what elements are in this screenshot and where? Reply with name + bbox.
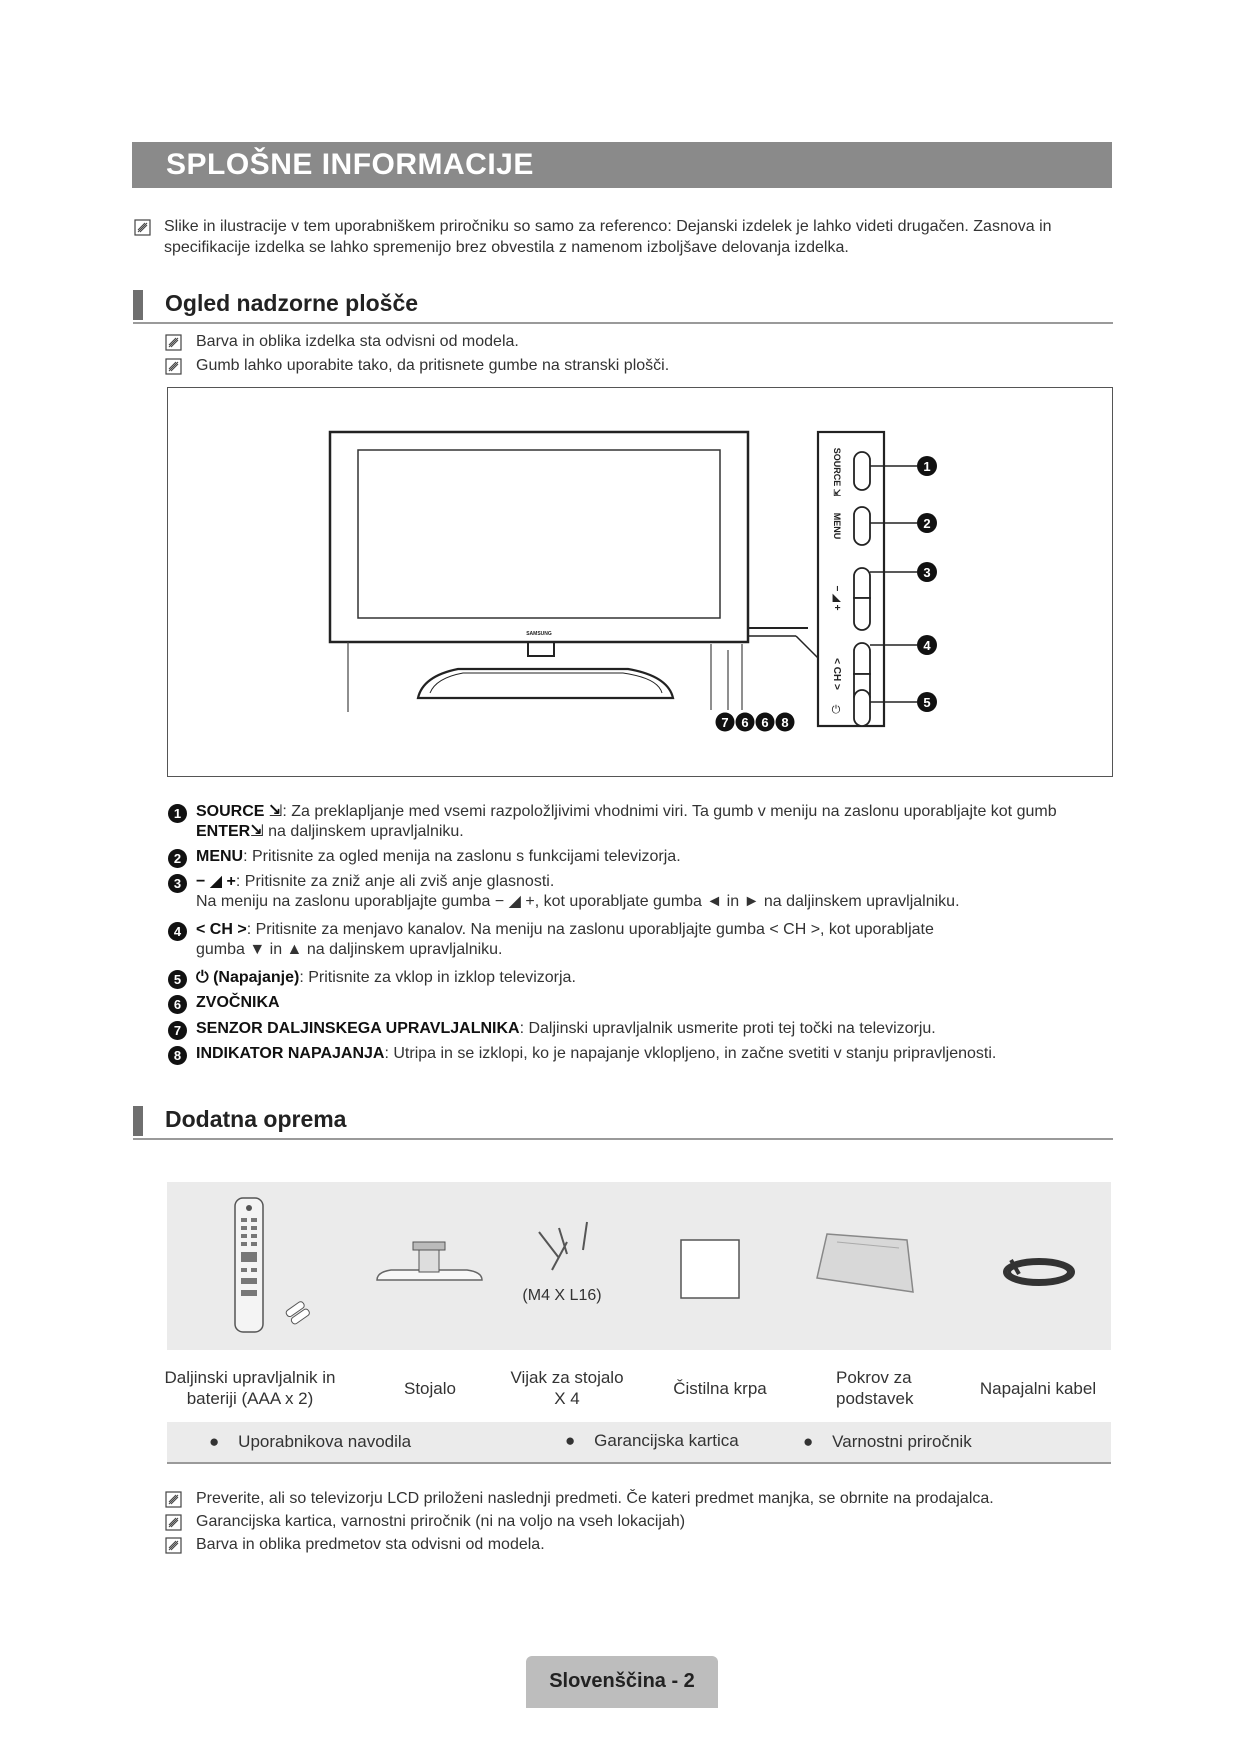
- item-source: [196, 802, 1116, 842]
- svg-text:8: 8: [781, 715, 789, 730]
- note-icon: [134, 219, 151, 236]
- tv-brand: SAMSUNG: [526, 631, 552, 637]
- side-label-menu: MENU: [832, 512, 842, 540]
- item-label: ⏻ (Napajanje): [196, 969, 300, 986]
- callout-8: [776, 713, 795, 732]
- item-text: : Pritisnite za vklop in izklop televizorja.: [299, 969, 576, 986]
- svg-text:2: 2: [923, 516, 931, 531]
- document-item: ● Garancijska kartica: [565, 1431, 739, 1450]
- screws-illustration: [539, 1222, 587, 1270]
- item-number-4: 4: [168, 922, 187, 941]
- section-bar: [133, 290, 143, 320]
- accessories-note-3: Barva in oblika predmetov sta odvisni od modela.: [196, 1536, 545, 1553]
- control-panel-note-1: Barva in oblika izdelka sta odvisni od modela.: [196, 333, 519, 350]
- section-heading-control-panel: [133, 284, 1113, 324]
- item-text: : Pritisnite za zniž anje ali zviš anje glasnosti.: [235, 873, 555, 890]
- accessories-note-2: Garancijska kartica, varnostni priročnik (ni na voljo na vseh lokacijah): [196, 1513, 686, 1530]
- section-title: Ogled nadzorne plošče: [165, 290, 419, 316]
- item-text: : Pritisnite za ogled menija na zaslonu s funkcijami televizorja.: [243, 848, 681, 865]
- page-number: Slovenščina - 2: [549, 1670, 695, 1692]
- document-item: ● Uporabnikova navodila: [209, 1432, 412, 1451]
- note-icon: [165, 1514, 182, 1531]
- accessory-label-cover: Pokrov za podstavek: [836, 1368, 914, 1408]
- item-text: : Utripa in se izklopi, ko je napajanje vklopljeno, in začne svetiti v stanju pripravljenosti.: [384, 1045, 997, 1062]
- power-cable-illustration: [1005, 1260, 1073, 1284]
- item-label: ZVOČNIKA: [196, 994, 280, 1011]
- item-text-2: gumba ▼ in ▲ na daljinskem upravljalniku.: [196, 941, 503, 958]
- side-label-volume: − ◢ +: [831, 585, 842, 611]
- section-title: Dodatna oprema: [165, 1106, 347, 1132]
- accessory-label-cloth: Čistilna krpa: [673, 1379, 767, 1398]
- stand-illustration: [377, 1242, 482, 1280]
- svg-text:3: 3: [923, 565, 931, 580]
- note-icon: [165, 358, 182, 375]
- item-label: < CH >: [196, 921, 247, 938]
- side-label-source: SOURCE ⇲: [832, 447, 842, 497]
- tv-illustration: [168, 388, 1112, 776]
- callout-1: [917, 456, 937, 476]
- page-footer: [526, 1656, 718, 1708]
- item-text-2: na daljinskem upravljalniku.: [263, 823, 464, 840]
- item-label: − ◢ +: [196, 873, 236, 890]
- item-number-1: 1: [168, 804, 187, 823]
- control-panel-diagram: [167, 387, 1113, 777]
- accessory-label-cable: Napajalni kabel: [979, 1379, 1097, 1398]
- accessory-label-stand: Stojalo: [404, 1379, 456, 1398]
- callout-6b: [756, 713, 775, 732]
- item-channel: [196, 920, 1116, 960]
- side-label-channel: < CH >: [831, 658, 842, 690]
- item-text: : Za preklapljanje med vsemi razpoložljivimi vhodnimi viri. Ta gumb v meniju na zaslonu uporabljajte kot gumb: [282, 803, 1057, 820]
- item-text-2: Na meniju na zaslonu uporabljajte gumba − ◢ +, kot uporabljate gumba ◄ in ► na daljinskem upravljalniku.: [196, 893, 960, 910]
- accessories-illustration-band: [167, 1182, 1111, 1350]
- accessory-label-remote: Daljinski upravljalnik in bateriji (AAA x 2): [164, 1368, 336, 1408]
- svg-text:5: 5: [923, 695, 931, 710]
- item-power: [196, 968, 1116, 988]
- item-label: MENU: [196, 848, 244, 865]
- item-label-2: ENTER⇲: [196, 823, 264, 840]
- svg-text:7: 7: [721, 715, 729, 730]
- item-text: : Pritisnite za menjavo kanalov. Na meniju na zaslonu uporabljajte gumba < CH >, kot uporabljate: [246, 921, 934, 938]
- documents-band: [167, 1422, 1111, 1464]
- svg-text:6: 6: [761, 715, 769, 730]
- svg-text:4: 4: [923, 638, 931, 653]
- callout-6a: [736, 713, 755, 732]
- remote-control-illustration: [235, 1198, 311, 1332]
- section-bar: [133, 1106, 143, 1136]
- callout-4: [917, 635, 937, 655]
- page-title-bar: [132, 142, 1112, 188]
- item-power-indicator: [196, 1044, 1116, 1064]
- document-item: ● Varnostni priročnik: [803, 1432, 972, 1451]
- side-label-power: ⏻: [831, 703, 841, 716]
- accessory-label-screws: Vijak za stojalo X 4: [510, 1368, 624, 1408]
- svg-text:1: 1: [923, 459, 931, 474]
- note-icon: [165, 1537, 182, 1554]
- item-number-8: 8: [168, 1046, 187, 1065]
- item-menu: [196, 847, 1116, 867]
- item-number-5: 5: [168, 970, 187, 989]
- callout-2: [917, 513, 937, 533]
- page-title: SPLOŠNE INFORMACIJE: [166, 148, 534, 181]
- base-cover-illustration: [817, 1234, 913, 1292]
- callout-3: [917, 562, 937, 582]
- item-number-3: 3: [168, 874, 187, 893]
- note-icon: [165, 1491, 182, 1508]
- item-speakers: [196, 993, 1116, 1013]
- control-panel-note-2: Gumb lahko uporabite tako, da pritisnete gumbe na stranski plošči.: [196, 357, 670, 374]
- item-volume: [196, 872, 1116, 912]
- accessories-note-1: Preverite, ali so televizorju LCD priloženi naslednji predmeti. Če kateri predmet manjka, se obrnite na prodajalca.: [196, 1490, 994, 1507]
- item-text: : Daljinski upravljalnik usmerite proti tej točki na televizorju.: [519, 1020, 936, 1037]
- item-label: SENZOR DALJINSKEGA UPRAVLJALNIKA: [196, 1020, 520, 1037]
- item-label: SOURCE ⇲: [196, 803, 283, 820]
- note-icon: [165, 334, 182, 351]
- item-number-2: 2: [168, 849, 187, 868]
- cleaning-cloth-illustration: [681, 1240, 739, 1298]
- callout-7: [716, 713, 735, 732]
- section-heading-accessories: [133, 1100, 1113, 1140]
- item-number-7: 7: [168, 1021, 187, 1040]
- item-label: INDIKATOR NAPAJANJA: [196, 1045, 385, 1062]
- item-remote-sensor: [196, 1019, 1116, 1039]
- intro-note: Slike in ilustracije v tem uporabniškem priročniku so samo za referenco: Dejanski izdelek je lahko videti drugačen. Zasnova in specifikacije izdelka se lahko spremenijo brez obvestila z namenom izboljšave delovanja izdelka.: [164, 218, 1052, 256]
- svg-text:6: 6: [741, 715, 749, 730]
- callout-5: [917, 692, 937, 712]
- item-number-6: 6: [168, 995, 187, 1014]
- screw-spec: (M4 X L16): [522, 1287, 602, 1304]
